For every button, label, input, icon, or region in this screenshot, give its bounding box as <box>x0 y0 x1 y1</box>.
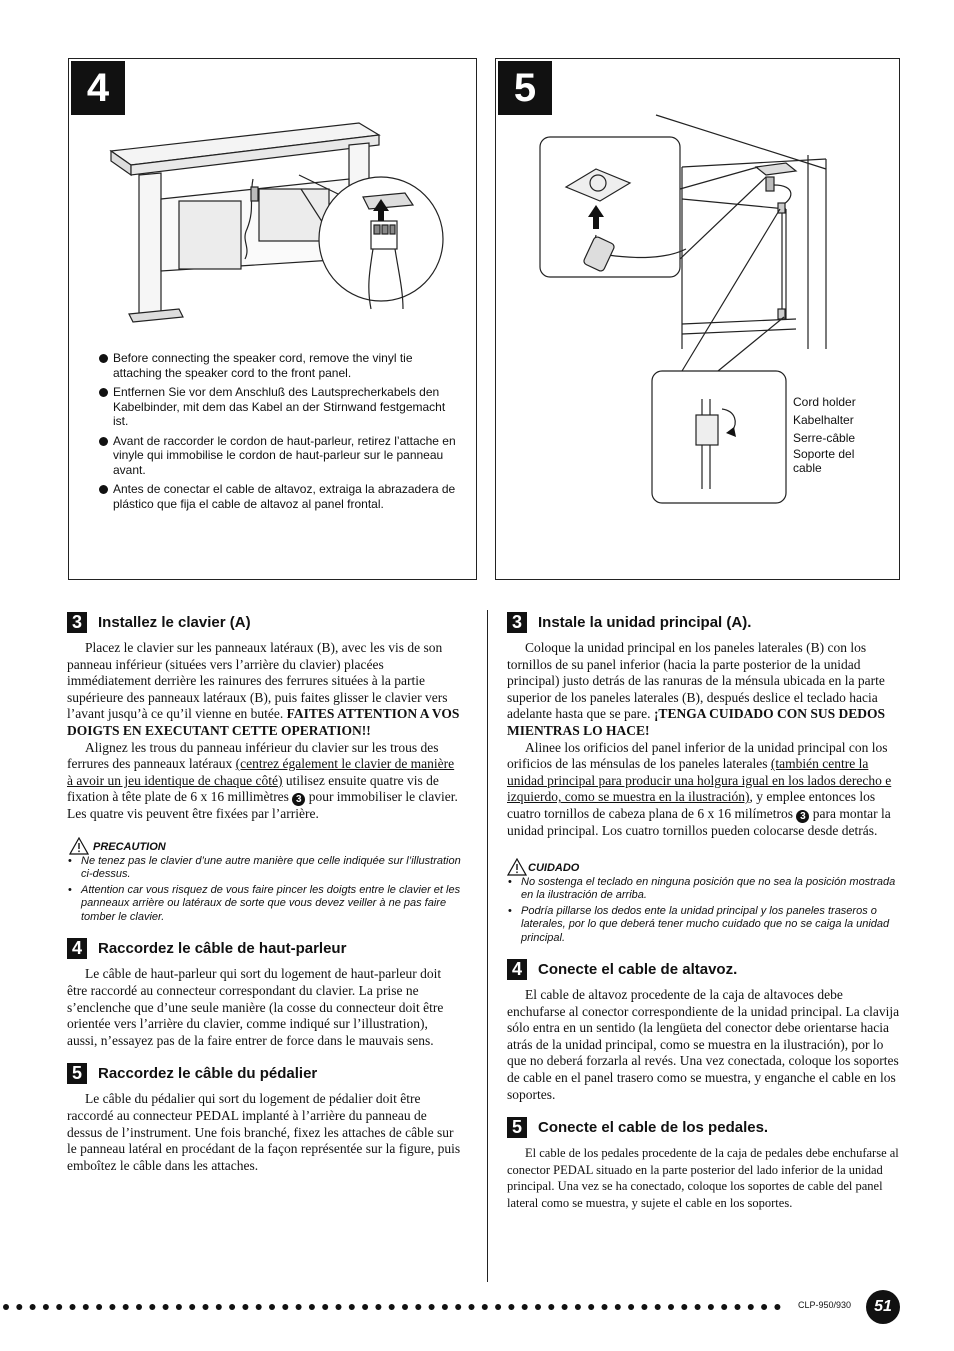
step-title: Conecte el cable de los pedales. <box>538 1119 769 1137</box>
footer-dot-rule <box>0 1300 795 1314</box>
footer-dot <box>695 1304 701 1310</box>
footer-dot <box>163 1304 169 1310</box>
step-title: Raccordez le câble de haut-parleur <box>98 940 347 958</box>
footer-dot <box>282 1304 288 1310</box>
step-4-para: El cable de altavoz procedente de la caja de altavoces debe enchufarse al conector correspondiente de la unidad principal. La clavija sólo entra en un sentido (la lengüeta del conector debe orientarse hacia atrás de la unidad principal, como se muestra en la ilustración), por lo que no deberá forzarla al revés. Una vez conectada, coloque los soportes de cable en el panel trasero como se muestra, y enganche el cable en los soportes. <box>507 987 900 1102</box>
footer-dot <box>30 1304 36 1310</box>
footer-dot <box>189 1304 195 1310</box>
note-german: Entfernen Sie vor dem Anschluß des Lautsprecherkabels den Kabelbinder, mit dem das Kabel an der Stirnwand festgemacht ist. <box>99 385 459 429</box>
footer-dot <box>203 1304 209 1310</box>
caution-title: PRECAUTION <box>93 840 166 853</box>
caution-box <box>67 837 461 925</box>
step-badge: 4 <box>507 959 527 980</box>
note-english: Before connecting the speaker cord, remove the vinyl tie attaching the speaker cord to the front panel. <box>99 351 459 380</box>
caution-item: • Ne tenez pas le clavier d’une autre manière que celle indiquée sur l’illustration ci-dessus. <box>67 855 461 882</box>
panel-number-5: 5 <box>498 61 552 115</box>
warning-icon <box>507 858 527 876</box>
figure-panel-5 <box>495 58 900 580</box>
footer-dot <box>774 1304 780 1310</box>
step-badge: 4 <box>67 938 87 959</box>
step-5-heading <box>507 1117 901 1141</box>
note-french: Avant de raccorder le cordon de haut-parleur, retirez l’attache en vinyle qui immobilise le cordon de haut-parleur sur le panneau avant. <box>99 434 459 478</box>
cord-holder-labels <box>793 393 873 475</box>
cord-label-fr: Serre-câble <box>793 431 856 445</box>
step-3-para-1: Placez le clavier sur les panneaux latéraux (B), avec les vis de son panneau inférieur (situées vers l’arrière du clavier) placées immédiatement derrière les rainures des ferrures situées à la partie supérieure des panneaux latéraux (B), puis faites glisser le clavier vers l’avant jusqu’à ce qu’il vienne en butée. FAITES ATTENTION A VOS DOIGTS EN EXECUTANT CETTE OPERATION!! <box>67 640 460 738</box>
footer-dot <box>322 1304 328 1310</box>
footer-dot <box>123 1304 129 1310</box>
screw-ref-3: 3 <box>292 793 305 806</box>
footer-dot <box>229 1304 235 1310</box>
model-number: CLP-950/930 <box>798 1300 852 1310</box>
step-title: Instale la unidad principal (A). <box>538 614 752 631</box>
footer-dot <box>216 1304 222 1310</box>
footer-dot <box>402 1304 408 1310</box>
footer-dot <box>562 1304 568 1310</box>
caution-title: CUIDADO <box>528 861 580 874</box>
step-badge: 3 <box>507 612 527 633</box>
panel4-notes <box>99 351 459 516</box>
piano-connection-illustration <box>69 59 478 339</box>
footer-dot <box>708 1304 714 1310</box>
panel-number-4: 4 <box>71 61 125 115</box>
right-column <box>507 612 901 1211</box>
footer-dot <box>721 1304 727 1310</box>
caution-item: • Attention car vous risquez de vous faire pincer les doigts entre le clavier et les panneaux arrière ou latéraux de sorte que vous devez veiller à ne pas faire tomber le clavier. <box>67 884 461 925</box>
cord-label-en: Cord holder <box>793 395 856 409</box>
footer-dot <box>56 1304 62 1310</box>
footer-dot <box>588 1304 594 1310</box>
footer-dot <box>309 1304 315 1310</box>
step-badge: 5 <box>507 1117 527 1138</box>
footer-dot <box>256 1304 262 1310</box>
step-3-heading <box>507 612 901 636</box>
step-5-para: El cable de los pedales procedente de la caja de pedales debe enchufarse al conector PEDAL situado en la parte posterior del lado inferior de la unidad principal. Una vez se ha conectado, coloque los soportes de cable del panel lateral como se muestra, y sujete el cable en los soportes. <box>507 1146 899 1210</box>
footer-dot <box>269 1304 275 1310</box>
cord-holder-illustration <box>496 59 901 579</box>
footer-dot <box>628 1304 634 1310</box>
footer-dot <box>3 1304 9 1310</box>
cord-label-es: Soporte del cable <box>793 447 855 475</box>
step-3-para-2: Alignez les trous du panneau inférieur du clavier sur les trous des ferrures des panneaux latéraux (centrez également le clavier de manière à avoir un jeu identique de chaque côté) utilisez ensuite quatre vis de fixation à tête plate de 6 x 16 millimètres 3 pour immobiliser le clavier. Les quatre vis peuvent être fixées par l’arrière. <box>67 739 458 822</box>
figure-panel-4 <box>68 58 477 580</box>
footer-dot <box>668 1304 674 1310</box>
footer-dot <box>482 1304 488 1310</box>
footer-dot <box>602 1304 608 1310</box>
step-5-para: Le câble du pédalier qui sort du logement de pédalier doit être raccordé au connecteur PEDAL implanté à l’arrière du panneau de dessus de l’instrument. Une fois branché, fixez les attaches de câble sur le panneau latéral en procédant de la façon représentée sur la figure, puis emboîtez le câble dans les attaches. <box>67 1091 461 1173</box>
step-title: Installez le clavier (A) <box>98 614 251 631</box>
footer-dot <box>43 1304 49 1310</box>
footer-dot <box>362 1304 368 1310</box>
step-badge: 5 <box>67 1063 87 1084</box>
footer-dot <box>748 1304 754 1310</box>
step-3-para-1: Coloque la unidad principal en los paneles laterales (B) con los tornillos de su panel inferior (hacia la parte posterior de la unidad principal) justo detrás de las ranuras de la ménsula ubicada en la parte superior de los paneles laterales (B), después deslice el teclado hacia adelante hasta que se pare. ¡TENGA CUIDADO CON SUS DEDOS MIENTRAS LO HACE! <box>507 640 885 738</box>
footer-dot <box>136 1304 142 1310</box>
footer-dot <box>615 1304 621 1310</box>
footer-dot <box>336 1304 342 1310</box>
footer-dot <box>548 1304 554 1310</box>
caution-item: • No sostenga el teclado en ninguna posición que no sea la posición mostrada en la ilustración de arriba. <box>507 876 901 903</box>
footer-dot <box>442 1304 448 1310</box>
footer-dot <box>349 1304 355 1310</box>
step-4-heading <box>67 938 461 962</box>
footer-dot <box>149 1304 155 1310</box>
cord-label-de: Kabelhalter <box>793 413 854 427</box>
caution-box <box>507 858 901 946</box>
footer-dot <box>16 1304 22 1310</box>
footer-dot <box>455 1304 461 1310</box>
footer-dot <box>495 1304 501 1310</box>
footer-dot <box>522 1304 528 1310</box>
footer-dot <box>296 1304 302 1310</box>
footer-dot <box>681 1304 687 1310</box>
footer-dot <box>575 1304 581 1310</box>
caution-item: • Podría pillarse los dedos ente la unidad principal y los paneles traseros o laterales, por lo que deberá tener mucho cuidado que no se caiga la unidad principal. <box>507 905 901 946</box>
footer-dot <box>735 1304 741 1310</box>
footer-dot <box>176 1304 182 1310</box>
footer-dot <box>429 1304 435 1310</box>
left-column <box>67 612 461 1174</box>
footer-dot <box>508 1304 514 1310</box>
footer-dot <box>641 1304 647 1310</box>
footer-dot <box>109 1304 115 1310</box>
column-divider <box>487 610 488 1282</box>
footer-dot <box>83 1304 89 1310</box>
step-badge: 3 <box>67 612 87 633</box>
footer-dot <box>535 1304 541 1310</box>
footer-dot <box>96 1304 102 1310</box>
footer-dot <box>469 1304 475 1310</box>
step-title: Conecte el cable de altavoz. <box>538 961 738 979</box>
screw-ref-3: 3 <box>796 810 809 823</box>
footer-dot <box>375 1304 381 1310</box>
step-3-heading <box>67 612 461 636</box>
step-title: Raccordez le câble du pédalier <box>98 1065 318 1083</box>
warning-icon <box>69 837 89 855</box>
footer-dot <box>655 1304 661 1310</box>
step-5-heading <box>67 1063 461 1087</box>
footer-dot <box>70 1304 76 1310</box>
page-number: 51 <box>866 1290 900 1324</box>
footer-dot <box>242 1304 248 1310</box>
footer-dot <box>389 1304 395 1310</box>
footer-dot <box>761 1304 767 1310</box>
footer-dot <box>415 1304 421 1310</box>
step-3-para-2: Alinee los orificios del panel inferior de la unidad principal con los orificios de las ménsulas de los paneles laterales (también centre la unidad principal para producir una holgura igual en los lados derecho e izquierdo, como se muestra en la ilustración), y emplee entonces los cuatro tornillos de cabeza plana de 6 x 16 milímetros 3 para montar la unidad principal. Los cuatro tornillos pueden colocarse desde detrás. <box>507 739 892 838</box>
note-spanish: Antes de conectar el cable de altavoz, extraiga la abrazadera de plástico que fija el cable de altavoz al panel frontal. <box>99 482 459 511</box>
step-4-para: Le câble de haut-parleur qui sort du logement de haut-parleur doit être raccordé au connecteur correspondant du clavier. La prise ne s’enclenche que d’une seule manière (la cosse du connecteur doit être orientée vers l’arrière du clavier, comme indiqué sur l’illustration), aussi, n’essayez pas de la faire entrer de force dans le mauvais sens. <box>67 966 444 1048</box>
step-4-heading <box>507 959 901 983</box>
